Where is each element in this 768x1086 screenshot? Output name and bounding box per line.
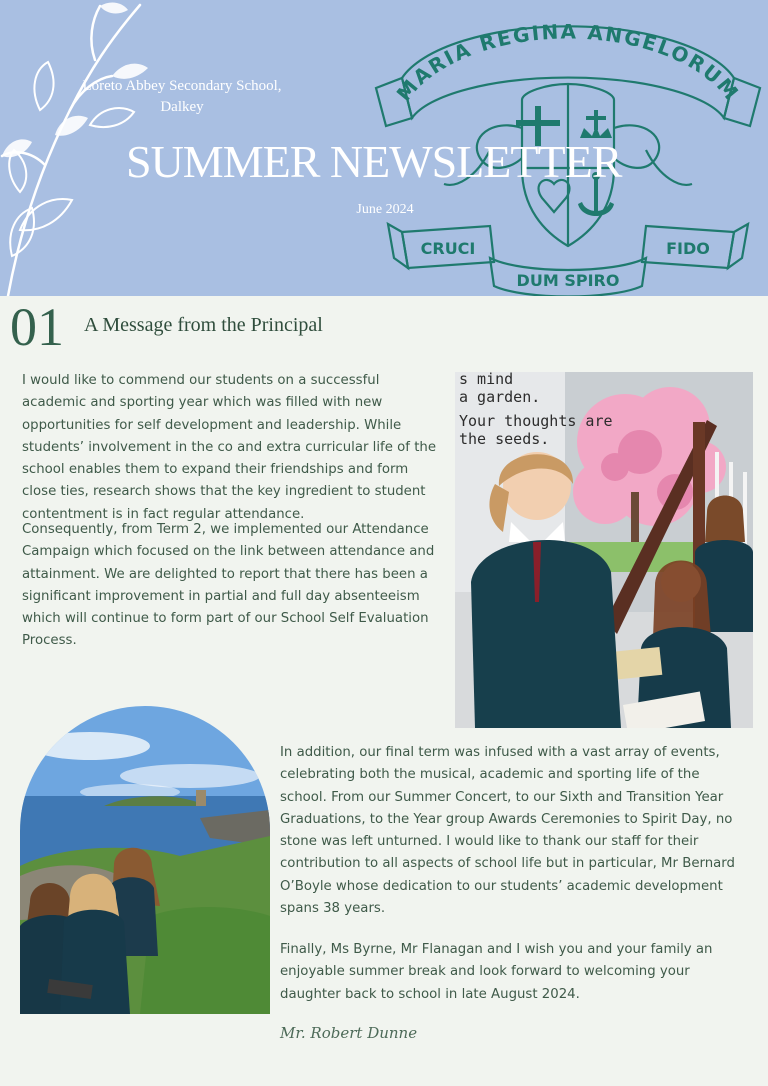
principal-message-paragraph-3: In addition, our final term was infused with a vast array of events, celebrating both the musical, academic and sporting life of the school. From our Summer Concert, to our Sixth and Transition Year Graduations, to the Year group Awards Ceremonies to Spirit Day, no stone was left unturned. I would like to thank our staff for their contribution to all aspects of school life but in particular, Mr Bernard O’Boyle whose dedication to our students’ academic development spans 38 years. bbox=[280, 745, 735, 917]
principal-message-paragraph-4: Finally, Ms Byrne, Mr Flanagan and I wish you and your family an enjoyable summer break and look forward to welcoming your daughter back to school in late August 2024. bbox=[280, 942, 713, 1002]
school-name: Loreto Abbey Secondary School, Dalkey bbox=[82, 78, 282, 115]
students-coastline-photo bbox=[20, 706, 270, 1014]
crest-motto-left: CRUCI bbox=[420, 239, 476, 258]
wall-quote-line-1: s mind bbox=[459, 372, 514, 388]
section-title: A Message from the Principal bbox=[84, 314, 323, 336]
principal-message-paragraph-2: Consequently, from Term 2, we implemented our Attendance Campaign which focused on the link between attendance and attainment. We are delighted to report that there has been a significant improvement in partial and full day absenteeism which will continue to form part of our School Self Evaluation Process. bbox=[22, 522, 435, 649]
header-banner bbox=[0, 0, 768, 296]
wall-quote-line-2: a garden. bbox=[459, 388, 541, 406]
section-number: 01 bbox=[10, 297, 64, 357]
newsletter-title: SUMMER NEWSLETTER bbox=[126, 136, 622, 187]
principal-message-paragraph-1: I would like to commend our students on a successful academic and sporting year which was filled with new opportunities for self development and leadership. While students’ involvement in the co and extra curricular life of the school enables them to expand their friendships and form close ties, research shows that the key ingredient to student contentment is in fact regular attendance. bbox=[22, 373, 437, 522]
wall-quote-line-4: the seeds. bbox=[459, 430, 550, 448]
principal-signature: Mr. Robert Dunne bbox=[280, 1024, 418, 1042]
students-staircase-photo bbox=[455, 372, 753, 728]
crest-motto-top: MARIA REGINA ANGELORUM bbox=[391, 19, 745, 106]
issue-date: June 2024 bbox=[356, 202, 414, 217]
wall-quote-line-3: Your thoughts are bbox=[459, 412, 613, 430]
crest-motto-center: DUM SPIRO bbox=[516, 271, 620, 290]
crest-motto-right: FIDO bbox=[666, 239, 710, 258]
